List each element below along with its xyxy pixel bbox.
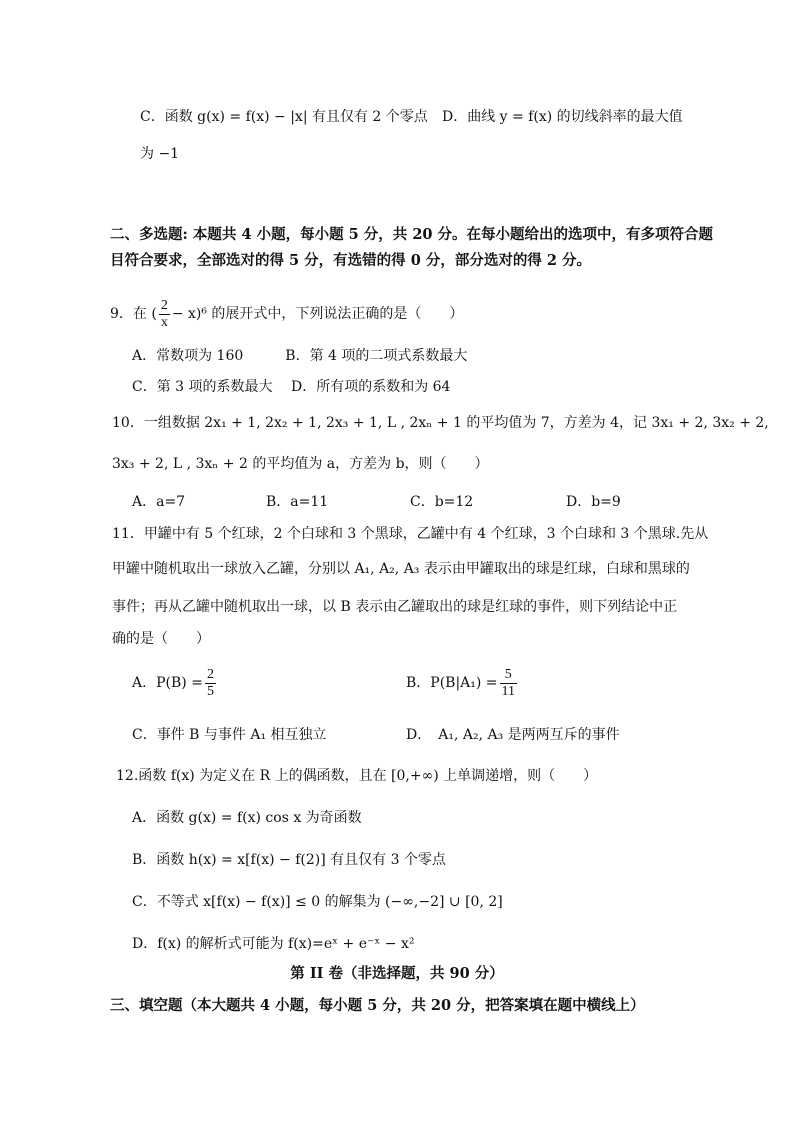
question-11-line3: 事件；再从乙罐中随机取出一球，以 B 表示由乙罐取出的球是红球的事件，则下列结论中正 bbox=[112, 599, 678, 615]
q11-b-num: 5 bbox=[500, 667, 517, 684]
option-d-prev: D．曲线 y = f(x) 的切线斜率的最大值 bbox=[442, 109, 683, 125]
q9-frac-den: x bbox=[160, 314, 168, 330]
question-9-stem bbox=[110, 297, 463, 331]
q11-a-den: 5 bbox=[206, 683, 214, 699]
q11-option-a bbox=[132, 663, 218, 703]
q11-a-prefix: A．P(B) = bbox=[132, 675, 203, 691]
q11-a-fraction bbox=[205, 667, 216, 700]
q10-option-d: D．b=9 bbox=[566, 494, 621, 510]
q10-option-a: A．a=7 bbox=[132, 494, 186, 510]
q10-option-c: C．b=12 bbox=[410, 494, 474, 510]
q9-options-cd: C．第 3 项的系数最大 D．所有项的系数和为 64 bbox=[132, 379, 451, 395]
question-11-line1: 11．甲罐中有 5 个红球，2 个白球和 3 个黑球，乙罐中有 4 个红球，3 个白球和 3 个黑球.先从 bbox=[112, 526, 709, 542]
q12-option-d: D．f(x) 的解析式可能为 f(x)=eˣ + e⁻ˣ − x² bbox=[132, 936, 415, 952]
q12-option-c: C．不等式 x[f(x) − f(x)] ≤ 0 的解集为 (−∞,−2] ∪ [0, 2] bbox=[132, 894, 503, 910]
question-10-line1: 10．一组数据 2x₁ + 1, 2x₂ + 1, 2x₃ + 1, L , 2xₙ + 1 的平均值为 7，方差为 4，记 3x₁ + 2, 3x₂ + 2, bbox=[112, 415, 769, 431]
q9-prefix: 9．在 ( bbox=[110, 306, 157, 322]
q11-option-c: C．事件 B 与事件 A₁ 相互独立 bbox=[132, 727, 327, 743]
q9-fraction bbox=[159, 298, 170, 331]
q11-a-num: 2 bbox=[206, 666, 214, 682]
section2-heading-line1: 二、多选题: 本题共 4 小题，每小题 5 分，共 20 分。在每小题给出的选项中，有多项符合题 bbox=[110, 226, 714, 243]
q9-options-ab: A．常数项为 160 B．第 4 项的二项式系数最大 bbox=[132, 348, 468, 364]
q10-option-b: B．a=11 bbox=[266, 494, 329, 510]
part2-title: 第 II 卷（非选择题，共 90 分） bbox=[290, 965, 504, 982]
option-d-prev-cont: 为 −1 bbox=[140, 146, 180, 162]
option-c-prev: C．函数 g(x) = f(x) − |x| 有且仅有 2 个零点 bbox=[140, 109, 428, 125]
q11-option-b bbox=[406, 663, 519, 703]
q11-b-den: 11 bbox=[501, 683, 516, 699]
q11-option-d: D． A₁, A₂, A₃ 是两两互斥的事件 bbox=[406, 727, 620, 743]
question-11-line4: 确的是（ ） bbox=[112, 631, 210, 647]
question-12-stem: 12.函数 f(x) 为定义在 R 上的偶函数，且在 [0,+∞) 上单调递增，则（ ） bbox=[116, 768, 598, 784]
q9-suffix: − x)⁶ 的展开式中，下列说法正确的是（ ） bbox=[171, 306, 464, 322]
section2-heading-line2: 目符合要求，全部选对的得 5 分，有选错的得 0 分，部分选对的得 2 分。 bbox=[110, 252, 592, 269]
q11-b-prefix: B．P(B|A₁) = bbox=[406, 675, 498, 691]
q12-option-a: A．函数 g(x) = f(x) cos x 为奇函数 bbox=[132, 810, 362, 826]
q9-frac-num: 2 bbox=[160, 297, 168, 313]
section3-heading: 三、填空题（本大题共 4 小题，每小题 5 分，共 20 分，把答案填在题中横线上） bbox=[110, 997, 645, 1014]
q12-option-b: B．函数 h(x) = x[f(x) − f(2)] 有且仅有 3 个零点 bbox=[132, 852, 446, 868]
q11-b-fraction bbox=[500, 667, 517, 700]
question-10-line2: 3x₃ + 2, L , 3xₙ + 2 的平均值为 a，方差为 b，则（ ） bbox=[112, 456, 489, 472]
question-11-line2: 甲罐中随机取出一球放入乙罐，分别以 A₁, A₂, A₃ 表示由甲罐取出的球是红球，白球和黑球的 bbox=[112, 561, 690, 577]
